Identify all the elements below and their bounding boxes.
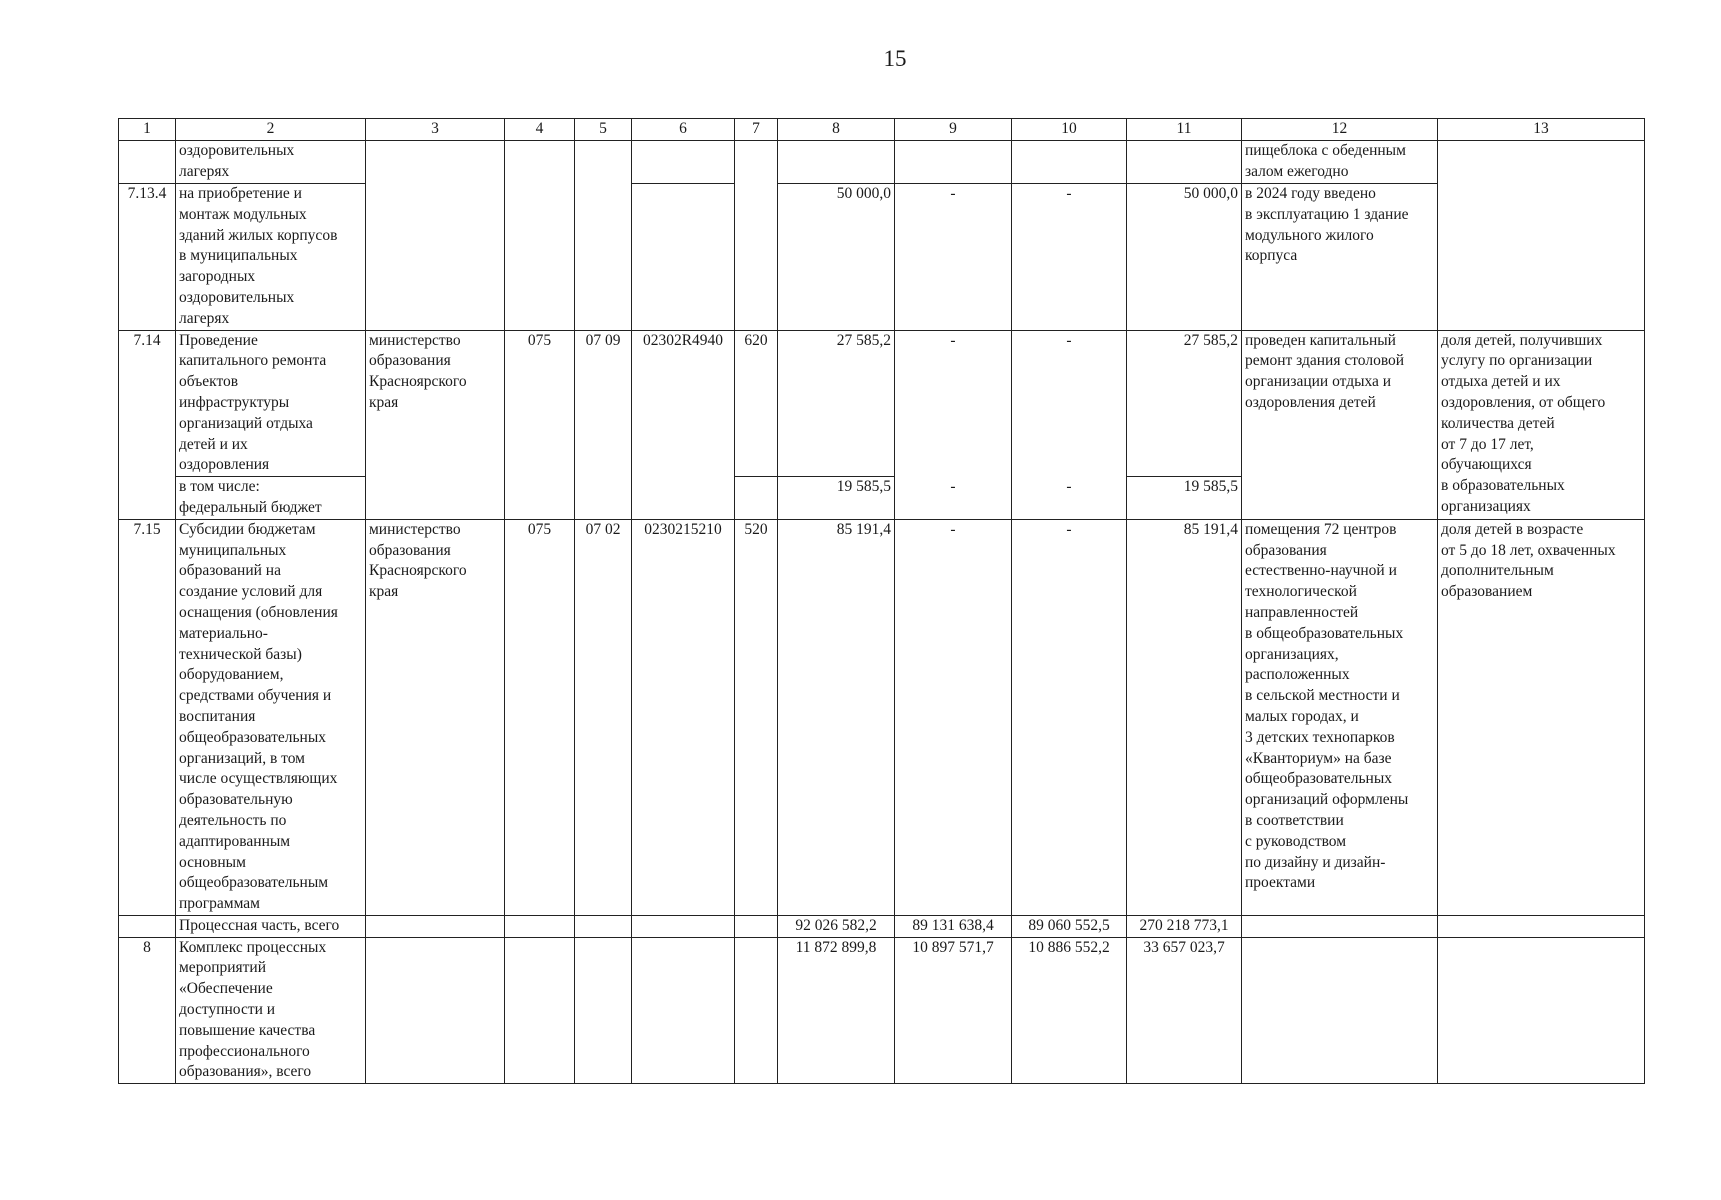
csr-cell — [632, 937, 735, 1084]
measure-name-cell: Комплекс процессных мероприятий «Обеспечение доступности и повышение качества профессионального образования», всего — [176, 937, 366, 1084]
measure-name-cell: оздоровительных лагерях — [176, 141, 366, 184]
measure-name-cell: Субсидии бюджетам муниципальных образований на создание условий для оснащения (обновления материально- технической базы) оборудованием, средствами обучения и воспитания общеобразовательных организаций, в том числе осуществляющих образовательную деятельность по адаптированным основным общеобразовательным программам — [176, 519, 366, 915]
indicator-cell: доля детей, получивших услугу по организации отдыха детей и их оздоровления, от общего количества детей от 7 до 17 лет, обучающихся в образовательных организациях — [1438, 330, 1645, 519]
grbs-cell — [505, 184, 575, 331]
measure-name-cell: на приобретение и монтаж модульных зданий жилых корпусов в муниципальных загородных оздоровительных лагерях — [176, 184, 366, 331]
amount-2025-cell: 10 897 571,7 — [895, 937, 1012, 1084]
amount-2025-cell: - — [895, 477, 1012, 520]
csr-cell — [632, 184, 735, 331]
indicator-cell: доля детей в возрасте от 5 до 18 лет, охваченных дополнительным образованием — [1438, 519, 1645, 915]
csr-cell — [632, 477, 735, 520]
column-number-row — [119, 119, 1645, 141]
measure-name-cell: Проведение капитального ремонта объектов инфраструктуры организаций отдыха детей и их оздоровления — [176, 330, 366, 477]
vr-cell — [735, 915, 778, 937]
amount-2024-cell: 27 585,2 — [778, 330, 895, 477]
csr-cell — [632, 915, 735, 937]
budget-table — [118, 118, 1645, 1084]
executor-cell — [366, 477, 505, 520]
indicator-cell — [1438, 141, 1645, 184]
result-cell — [1242, 937, 1438, 1084]
amount-2026-cell: - — [1012, 477, 1127, 520]
amount-2024-cell: 11 872 899,8 — [778, 937, 895, 1084]
rzpr-cell — [575, 477, 632, 520]
column-number: 6 — [632, 119, 735, 141]
amount-2024-cell — [778, 141, 895, 184]
table-row — [119, 330, 1645, 477]
table-row — [119, 477, 1645, 520]
rzpr-cell — [575, 937, 632, 1084]
rzpr-cell: 07 09 — [575, 330, 632, 477]
vr-cell — [735, 184, 778, 331]
column-number: 8 — [778, 119, 895, 141]
amount-2026-cell: - — [1012, 519, 1127, 915]
amount-total-cell: 270 218 773,1 — [1127, 915, 1242, 937]
grbs-cell: 075 — [505, 519, 575, 915]
grbs-cell: 075 — [505, 330, 575, 477]
rzpr-cell — [575, 184, 632, 331]
row-number-cell: 7.14 — [119, 330, 176, 477]
column-number: 2 — [176, 119, 366, 141]
column-number: 4 — [505, 119, 575, 141]
amount-total-cell: 19 585,5 — [1127, 477, 1242, 520]
column-number: 13 — [1438, 119, 1645, 141]
result-cell: помещения 72 центров образования естественно-научной и технологической направленностей в общеобразовательных организациях, расположенных в сельской местности и малых городах, и 3 детских технопарков «Кванториум» на базе общеобразовательных организаций оформлены в соответствии с руководством по дизайну и дизайн- проектами — [1242, 519, 1438, 915]
executor-cell: министерство образования Красноярского края — [366, 519, 505, 915]
amount-2025-cell: - — [895, 330, 1012, 477]
vr-cell: 520 — [735, 519, 778, 915]
amount-total-cell: 33 657 023,7 — [1127, 937, 1242, 1084]
amount-2025-cell: 89 131 638,4 — [895, 915, 1012, 937]
column-number: 5 — [575, 119, 632, 141]
amount-2025-cell: - — [895, 519, 1012, 915]
executor-cell: министерство образования Красноярского края — [366, 330, 505, 477]
vr-cell — [735, 141, 778, 184]
result-cell: в 2024 году введено в эксплуатацию 1 здание модульного жилого корпуса — [1242, 184, 1438, 331]
row-number-cell — [119, 915, 176, 937]
executor-cell — [366, 937, 505, 1084]
csr-cell: 02302R4940 — [632, 330, 735, 477]
amount-2024-cell: 92 026 582,2 — [778, 915, 895, 937]
column-number: 11 — [1127, 119, 1242, 141]
amount-2024-cell: 19 585,5 — [778, 477, 895, 520]
amount-total-cell: 50 000,0 — [1127, 184, 1242, 331]
page-number: 15 — [883, 46, 907, 71]
csr-cell: 0230215210 — [632, 519, 735, 915]
indicator-cell — [1438, 915, 1645, 937]
column-number: 1 — [119, 119, 176, 141]
grbs-cell — [505, 477, 575, 520]
executor-cell — [366, 915, 505, 937]
indicator-cell — [1438, 937, 1645, 1084]
amount-2026-cell: 10 886 552,2 — [1012, 937, 1127, 1084]
table-row — [119, 937, 1645, 1084]
vr-cell — [735, 477, 778, 520]
result-cell: проведен капитальный ремонт здания столовой организации отдыха и оздоровления детей — [1242, 330, 1438, 477]
row-number-cell: 7.13.4 — [119, 184, 176, 331]
measure-name-cell: в том числе: федеральный бюджет — [176, 477, 366, 520]
executor-cell — [366, 141, 505, 184]
table-row — [119, 915, 1645, 937]
amount-2026-cell: - — [1012, 184, 1127, 331]
table-row — [119, 184, 1645, 331]
column-number: 10 — [1012, 119, 1127, 141]
amount-2026-cell: 89 060 552,5 — [1012, 915, 1127, 937]
column-number: 9 — [895, 119, 1012, 141]
amount-2025-cell: - — [895, 184, 1012, 331]
executor-cell — [366, 184, 505, 331]
column-number: 7 — [735, 119, 778, 141]
grbs-cell — [505, 141, 575, 184]
row-number-cell: 7.15 — [119, 519, 176, 915]
row-number-cell: 8 — [119, 937, 176, 1084]
rzpr-cell — [575, 915, 632, 937]
vr-cell — [735, 937, 778, 1084]
vr-cell: 620 — [735, 330, 778, 477]
table-row — [119, 519, 1645, 915]
indicator-cell — [1438, 184, 1645, 331]
amount-total-cell: 85 191,4 — [1127, 519, 1242, 915]
amount-total-cell: 27 585,2 — [1127, 330, 1242, 477]
grbs-cell — [505, 915, 575, 937]
column-number: 12 — [1242, 119, 1438, 141]
amount-2024-cell: 85 191,4 — [778, 519, 895, 915]
column-number: 3 — [366, 119, 505, 141]
result-cell: пищеблока с обеденным залом ежегодно — [1242, 141, 1438, 184]
csr-cell — [632, 141, 735, 184]
measure-name-cell: Процессная часть, всего — [176, 915, 366, 937]
table-row — [119, 141, 1645, 184]
row-number-cell — [119, 141, 176, 184]
result-cell — [1242, 477, 1438, 520]
rzpr-cell — [575, 141, 632, 184]
grbs-cell — [505, 937, 575, 1084]
amount-2026-cell — [1012, 141, 1127, 184]
result-cell — [1242, 915, 1438, 937]
amount-total-cell — [1127, 141, 1242, 184]
row-number-cell — [119, 477, 176, 520]
rzpr-cell: 07 02 — [575, 519, 632, 915]
amount-2024-cell: 50 000,0 — [778, 184, 895, 331]
amount-2025-cell — [895, 141, 1012, 184]
amount-2026-cell: - — [1012, 330, 1127, 477]
